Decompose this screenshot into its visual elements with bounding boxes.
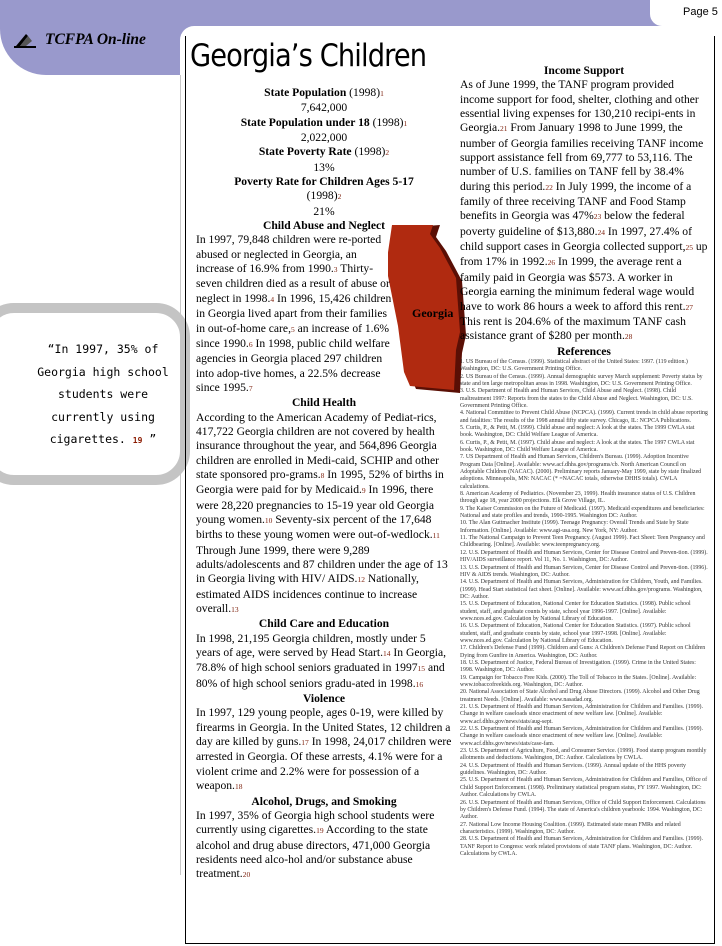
pull-quote-close: ” <box>142 432 157 446</box>
masthead[interactable] <box>14 31 146 49</box>
reference-item: 25. U.S. Department of Health and Human Services, Administration for Children and Families, Office of Child Support Enforcement. (1998). Preliminary statistical program status, FY 1997. Washington, DC: Author. Calculations by CWLA. <box>460 777 708 799</box>
section-heading: Child Health <box>291 396 357 410</box>
section-body-care: In 1998, 21,195 Georgia children, mostly under 5 years of age, were served by Head Start.14 In Georgia, 78.8% of high school seniors graduated in 199715 and 80% of high school seniors gradu-ated in 1998.16 <box>196 631 447 690</box>
references-heading: References <box>557 344 611 358</box>
section-body-health: According to the American Academy of Pediat-rics, 417,722 Georgia children are not covered by health insurance throughout the year, and 564,896 Georgia children are enrolled in Medi-caid, SCHIP and other state sponsored pro-grams.8 In 1995, 52% of births in Georgia were paid for by Medicaid.9 In 1996, there were 28,220 pregnancies to 15-19 year old Georgia young women.10 Seventy-six percent of the 17,648 births to these young women were out-of-wedlock.11 Through June 1999, there were 9,289 adults/adolescents and 87 children under the age of 13 in Georgia living with HIV/ AIDS.12 Nationally, estimated AIDS incidences continue to increase overall.13 <box>196 410 448 616</box>
pull-quote <box>28 338 178 453</box>
brand-title: TCFPA On-line <box>45 31 146 48</box>
stat-block <box>196 145 452 175</box>
section-body-income: As of June 1999, the TANF program provided income support for food, shelter, clothing and other essential living expenses for 130,210 recipi-ents in Georgia.21 From January 1998 to June 1999, the number of Georgia families receiving TANF income support assistance fell from 69,777 to 53,116. The number of U.S. families on TANF fell by 38.4% during this period.22 In July 1999, the income of a family of three receiving TANF and Food Stamp benefits in Georgia was 47%23 below the federal poverty guideline of $13,880.24 In 1997, 27.4% of child support cases in Georgia collected support,25 up from 17% in 1992.26 In 1999, the average rent a family paid in Georgia was $573. A worker in Georgia earning the minimum federal wage would have to work 86 hours a week to afford this rent.27 This rent is 204.6% of the maximum TANF cash assistance grant of $280 per month.28 <box>460 78 708 343</box>
reference-item: 11. The National Campaign to Prevent Teen Pregnancy. (August 1999). Fact Sheet: Teen Pregnancy and Childbearing. [Online]. Available: www.teenpregnancy.org. <box>460 535 705 549</box>
brand-logo-icon <box>14 31 36 49</box>
section-heading: Violence <box>302 692 346 706</box>
section-body-alcohol: In 1997, 35% of Georgia high school students were currently using cigarettes.19 According to the state alcohol and drug abuse directors, 471,000 Georgia residents need alco-hol and/or substance abuse treatment.20 <box>196 808 435 881</box>
reference-item: 17. Children's Defense Fund (1999). Children and Guns: A Children's Defense Fund Report on Children Dying from Gunfire in America. Washington, DC: Author. <box>460 645 706 659</box>
footnote-ref: 2 <box>337 192 342 202</box>
section-heading: Alcohol, Drugs, and Smoking <box>251 794 397 808</box>
footnote-ref: 2 <box>385 148 390 158</box>
reference-item: 4. National Committee to Prevent Child Abuse (NCPCA). (1999). Current trends in child abuse reporting and fatalities: The results of the 1998 annual fifty state survey. Chicago, IL: NCPCA Publications. <box>460 410 708 424</box>
section-body-violence: In 1997, 129 young people, ages 0-19, were killed by firearms in Georgia. In the United States, 12 children a day are killed by guns.17 In 1998, 24,017 children were arrested in Georgia. Of these arrests, 4.1% were for a violent crime and 2.2% were for possession of a weapon.18 <box>196 706 452 793</box>
right-column <box>460 50 708 858</box>
reference-item: 9. The Kaiser Commission on the Future of Medicaid. (1997). Medicaid expenditures and beneficiaries: National and state profiles and trends, 1990-1995. Washington DC: Author. <box>460 505 705 520</box>
reference-item: 2. US Bureau of the Census. (1999). Annual demographic survey March supplement: Poverty status by state and ten large metropolitan areas in 1998. Washington, DC: U.S. Government Printing Office. <box>460 373 703 387</box>
stat-block <box>196 116 452 146</box>
reference-item: 27. National Low Income Housing Coalition. (1999). Estimated state mean FMRs and related characteristics. (1999). Washington, DC: Author. <box>460 821 681 835</box>
section-heading: Child Care and Education <box>258 617 390 631</box>
reference-item: 20. National Association of State Alcohol and Drug Abuse Directors. (1999). Alcohol and Other Drug treatment Needs. [Online]. Available: www.nasadad.org. <box>460 689 700 703</box>
reference-item: 18. U.S. Department of Justice, Federal Bureau of Investigation. (1999). Crime in the United States: 1998. Washington, DC: Author. <box>460 659 696 674</box>
stat-label: State Population under 18 <box>240 115 370 129</box>
reference-item: 3. U.S. Department of Health and Human Services, Child Abuse and Neglect. (1998). Child maltreatment 1997: Reports from the states to the Child Abuse and Neglect. Washington, DC: U.S. Government Printing Office. <box>460 388 693 409</box>
reference-item: 15. U.S. Department of Education, National Center for Education Statistics. (1998). Public school student, staff, and graduate counts by state, school year 1996-1997. [Online]. Available: www.nces.ed.gov. Calculation by National Library of Education. <box>460 601 691 622</box>
stat-value: 13% <box>313 160 335 174</box>
reference-item: 1. US Bureau of the Census. (1999). Statistical abstract of the United States: 1997. (119 edition.) Washington, DC: U.S. Government Printing Office. <box>460 358 688 373</box>
reference-item: 14. U.S. Department of Health and Human Services, Administration for Children, Youth, and Families. (1999). Head Start statistical fact sheet. [Online]. Available: www.acf.dhhs.gov/programs. Washington, DC: Author. <box>460 579 703 600</box>
references-list <box>460 359 708 858</box>
stat-label: State Poverty Rate <box>258 145 352 159</box>
reference-item: 13. U.S. Department of Health and Human Services, Center for Disease Control and Preven-tion. (1996). HIV & AIDS trends. Washington, DC: Author. <box>460 564 708 578</box>
footnote-ref: 1 <box>380 89 384 98</box>
stat-label: State Population <box>264 86 347 99</box>
left-column <box>196 86 452 883</box>
section-heading: Income Support <box>543 64 625 77</box>
pull-quote-text: “In 1997, 35% of Georgia high school students were currently using cigarettes. <box>37 342 169 446</box>
stat-qualifier: (1998) <box>351 145 386 159</box>
pull-quote-footnote: 19 <box>132 436 143 445</box>
reference-item: 12. U.S. Department of Health and Human Services, Center for Disease Control and Preven-tion. (1999). HIV/AIDS surveillance report. Vol 11, No. 1. Washington, DC: Author. <box>460 549 708 564</box>
reference-item: 21. U.S. Department of Health and Human Services, Administration for Children and Families. (1999). Change in welfare caseloads since enactment of new welfare law. [Online]. Available: www.acf.dhhs.gov/news/stats/aug-sept. <box>460 704 703 725</box>
stat-qualifier: (1998) <box>369 115 404 129</box>
reference-item: 10. The Alan Guttmacher Institute (1999). Teenage Pregnancy: Overall Trends and State by State Information. [Online]. Available: www.agi-usa.org. New York, NY: Author. <box>460 520 689 534</box>
stat-qualifier: (1998) <box>346 86 381 99</box>
reference-item: 22. U.S. Department of Health and Human Services, Administration for Children and Families. (1999). Change in welfare caseloads since enactment of new welfare law. [Online]. Available: www.acf.dhhs.gov/news/stats/case-fam. <box>460 726 703 747</box>
stat-value: 21% <box>313 204 335 218</box>
stat-value: 2,022,000 <box>300 131 348 145</box>
stat-block <box>196 175 452 219</box>
section-body-abuse: In 1997, 79,848 children were re-ported abused or neglected in Georgia, an increase of 16.9% from 1990.3 Thirty-seven children died as a result of abuse or neglect in 1998.4 In 1996, 15,426 children in Georgia lived apart from their families in out-of-home care,5 an increase of 1.6% since 1990.6 In 1998, public child welfare agencies in Georgia placed 297 children into adop-tive homes, a 22.5% decrease since 1995.7 <box>196 233 392 394</box>
reference-item: 5. Curtis, P., & Petit, M. (1999). Child abuse and neglect: A look at the states. The 1999 CWLA stat book. Washington, DC: Child Welfare League of America. <box>460 424 695 439</box>
stat-block <box>196 86 452 116</box>
reference-item: 6. Curtis, P., & Petit, M. (1997). Child abuse and neglect: A look at the states. The 1997 CWLA stat book. Washington, DC: Child Welfare League of America. <box>460 439 695 453</box>
stat-label: Poverty Rate for Children Ages 5-17 <box>234 175 414 189</box>
map-label: Georgia <box>412 306 454 320</box>
reference-item: 8. American Academy of Pediatrics. (November 23, 1999). Health insurance status of U.S. Children through age 18, year 2000 projections. Elk Grove Village, IL. <box>460 491 696 505</box>
page-number: Page 5 <box>650 0 722 26</box>
reference-item: 23. U.S. Department of Agriculture, Food, and Consumer Service. (1999). Food stamp program monthly allotments and deductions. Washington, DC: Author. Calculations by CWLA. <box>460 748 707 762</box>
reference-item: 19. Campaign for Tobacco Free Kids. (2000). The Toll of Tobacco in the States. [Online]. Available: www.tobaccofreekids.org. Washington, DC: Author. <box>460 674 697 688</box>
reference-item: 28. U.S. Department of Health and Human Services, Administration for Children and Families. (1999). TANF Report to Congress: work related provisions of state TANF plans. Washington, DC: Author. Calculations by CWLA. <box>460 836 703 857</box>
reference-item: 16. U.S. Department of Education, National Center for Education Statistics. (1997). Public school student, staff, and graduate counts by state, school year 1997-1998. [Online]. Available: www.nces.ed.gov. Calculation by National Library of Education. <box>460 623 691 644</box>
reference-item: 26. U.S. Department of Health and Human Services, Office of Child Support Enforcement. Calculations by Children's Defense Fund. (1994). The state of America's children yearbook: 1994. Washington, DC: Author. <box>460 799 706 821</box>
section-heading: Child Abuse and Neglect <box>262 219 386 233</box>
article-title: Georgia’s Children <box>190 38 427 74</box>
footnote-ref: 1 <box>403 118 408 128</box>
stat-value: 7,642,000 <box>300 101 348 115</box>
reference-item: 24. U.S. Department of Health and Human Services. (1999). Annual update of the HHS poverty guidelines. Washington, DC: Author. <box>460 762 686 777</box>
stat-qualifier: (1998) <box>306 189 338 203</box>
reference-item: 7. US Department of Health and Human Services, Children's Bureau. (1999). Adoption Incentive Program Data [Online]. Available: www.acf.dhhs.gov/programs/cb. North American Council on Adoptable Children (NACAC). (2000). Preliminary reports January-May 1999, state by state finalized adoptions. Minneapolis, MN: NACAC (* =NACAC totals, otherwise DHHS totals). CWLA calculations. <box>460 454 702 490</box>
left-frame-line <box>180 75 181 875</box>
